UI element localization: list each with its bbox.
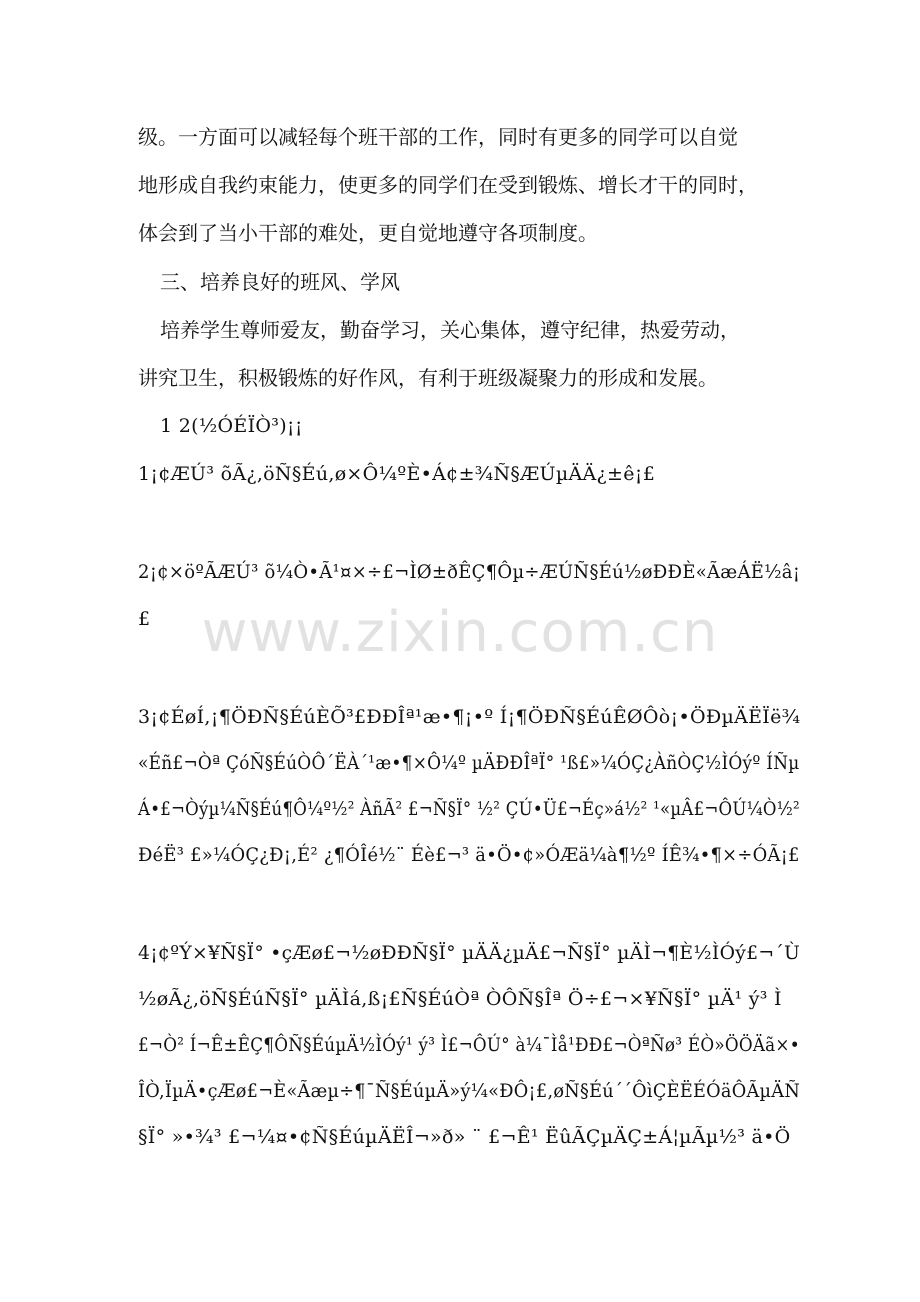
paragraph-line: 地形成自我约束能力，使更多的同学们在受到锻炼、增长才干的同时，: [138, 173, 758, 197]
section-heading: 三、培养良好的班风、学风: [160, 270, 400, 294]
garbled-line: ½øÃ¿,öÑ§ÉúÑ§Ï° µÄÌá,ß¡£Ñ§ÉúÒª ÒÔÑ§Îª Ö÷£¬×¥Ñ§Ï° µÄ¹ ý³ Ì: [138, 988, 782, 1010]
garbled-line: 3¡¢ÉøÍ,¡¶ÖÐÑ§ÉúÈÕ³£ÐÐÎª¹æ•¶¡•º Í¡¶ÖÐÑ§ÉúÊØÔò¡•ÖÐµÄËÏë¾: [138, 706, 801, 728]
watermark: www.zixin.com.cn: [201, 600, 719, 665]
garbled-line: §Ï° »•¾³ £¬¼¤•¢Ñ§ÉúµÄËÎ¬»ð» ¨ £¬Ê¹ ËûÃÇµÄÇ±Á¦µÃµ½³ ä•Ö: [138, 1126, 791, 1148]
paragraph-line: 讲究卫生，积极锻炼的好作风，有利于班级凝聚力的形成和发展。: [138, 366, 718, 390]
continuation-note: 1 2(½ÓÉÏÒ³)¡¡: [160, 415, 303, 437]
garbled-line: £: [138, 608, 151, 630]
paragraph-line: 体会到了当小干部的难处，更自觉地遵守各项制度。: [138, 221, 598, 245]
garbled-line: 4¡¢ºÝ×¥Ñ§Ï° •çÆø£¬½øÐÐÑ§Ï° µÄÄ¿µÄ£¬Ñ§Ï° µÄÌ¬¶È½ÌÓý£¬´Ù: [138, 942, 801, 964]
paragraph-line: 培养学生尊师爱友，勤奋学习，关心集体，遵守纪律，热爱劳动，: [160, 318, 740, 342]
paragraph-line: 级。一方面可以减轻每个班干部的工作，同时有更多的同学可以自觉: [138, 125, 738, 149]
garbled-line: 1¡¢ÆÚ³ õÃ¿,öÑ§Éú,ø×Ô¼ºÈ•Á¢±¾Ñ§ÆÚµÄÄ¿±ê¡£: [138, 463, 656, 485]
garbled-line: «Éñ£¬Òª ÇóÑ§ÉúÒÔ´ËÀ´¹æ•¶×Ô¼º µÄÐÐÎªÏ° ¹ß£»¼ÓÇ¿ÀñÒÇ½ÌÓýº ÍÑµ: [138, 752, 800, 774]
garbled-line: 2¡¢×öºÃÆÚ³ õ¼Ò•Ã¹¤×÷£¬ÌØ±ðÊÇ¶Ôµ÷ÆÚÑ§Éú½øÐÐÈ«ÃæÁË½â¡: [138, 561, 801, 583]
garbled-line: ÐéË³ £»¼ÓÇ¿Ð¡,É² ¿¶ÓÎé½¨ Éè£¬³ ä•Ö•¢»ÓÆä¼à¶½º ÍÊ¾•¶×÷ÓÃ¡£: [138, 844, 800, 866]
garbled-line: Á•£¬Òýµ¼Ñ§Éú¶Ô¼º½² ÀñÃ² £¬Ñ§Ï° ½² ÇÚ•Ü£¬Éç»á½² ¹«µÂ£¬ÔÚ¼Ò½²: [138, 798, 800, 820]
garbled-line: £¬Ò² Í¬Ê±ÊÇ¶ÔÑ§ÉúµÄ½ÌÓý¹ ý³ Ì£¬ÔÚ° à¼¯Ìå¹ÐÐ£¬ÒªÑø³ ÉÒ»ÖÖÄã×•: [138, 1034, 800, 1056]
garbled-line: ÎÒ,ÏµÄ•çÆø£¬È«Ãæµ÷¶¯Ñ§ÉúµÄ»ý¼«ÐÔ¡£,øÑ§Éú´´ÔìÇÈËÉÓäÔÃµÄÑ: [138, 1080, 801, 1102]
